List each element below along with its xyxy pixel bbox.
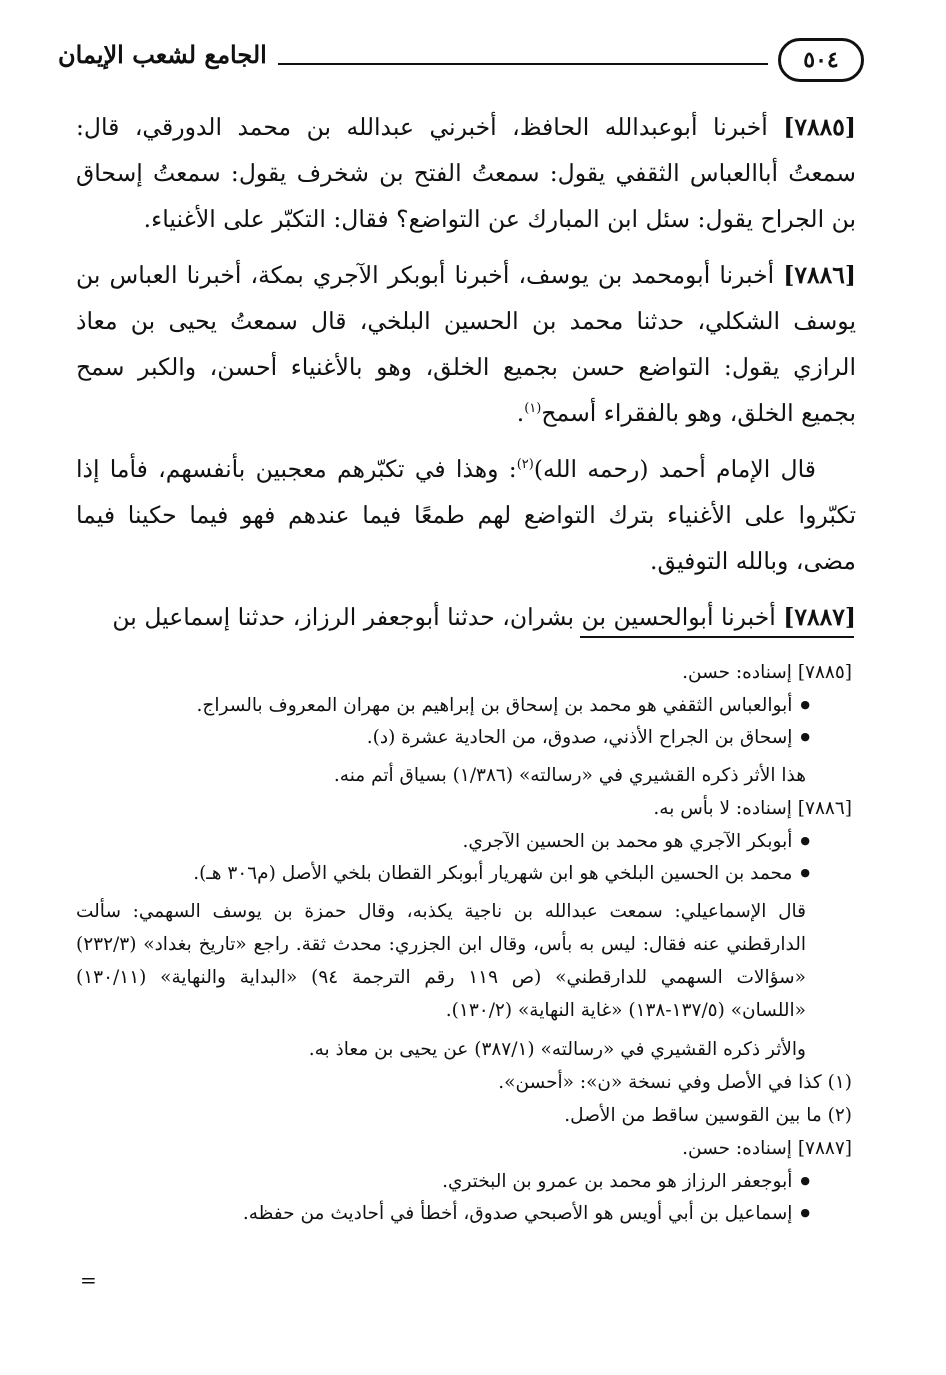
footnote-2: (٢) ما بين القوسين ساقط من الأصل. <box>564 1105 852 1126</box>
note-bullet: ● أبوبكر الآجري هو محمد بن الحسين الآجري. <box>76 825 852 857</box>
header-rule <box>278 63 768 65</box>
footnote-1: (١) كذا في الأصل وفي نسخة «ن»: «أحسن». <box>498 1072 852 1093</box>
note-heading-7885: [٧٨٨٥] إسناده: حسن. <box>682 662 852 683</box>
hadith-7886 <box>76 252 856 436</box>
comment-text-a: قال الإمام أحمد (رحمه الله) <box>533 455 816 483</box>
hadith-7887 <box>76 594 856 640</box>
comment-text-b: : وهذا في تكبّرهم معجبين بأنفسهم، فأما إذا تكبّروا على الأغنياء بترك التواضع لهم طمعًا فيما عندهم فهو فيما حكينا فيما مضى، وبالله التوفيق. <box>76 455 856 575</box>
note-bullet: ● محمد بن الحسين البلخي هو ابن شهريار أبوبكر القطان بلخي الأصل (م٣٠٦ هـ). <box>76 857 852 889</box>
page-number: ٥٠٤ <box>778 38 864 82</box>
note-bullet: ● إسحاق بن الجراح الأذني، صدوق، من الحادية عشرة (د). <box>76 721 852 753</box>
footnote-ref-2: (٢) <box>516 457 534 473</box>
continuation-mark: = <box>80 1268 97 1292</box>
hadith-text: أخبرنا أبوالحسين بن بشران، حدثنا أبوجعفر الرزاز، حدثنا إسماعيل بن <box>112 603 776 631</box>
note-bullet: ● أبوجعفر الرزاز هو محمد بن عمرو بن البختري. <box>76 1165 852 1197</box>
sentence-end: . <box>516 399 525 427</box>
hadith-text: أخبرنا أبوعبدالله الحافظ، أخبرني عبدالله بن محمد الدورقي، قال: سمعتُ أباالعباس الثقفي يقول: سمعتُ الفتح بن شخرف يقول: سمعتُ إسحاق بن الجراح يقول: سئل ابن المبارك عن التواضع؟ فقال: التكبّر على الأغنياء. <box>76 113 856 233</box>
note-bullet: ● إسماعيل بن أبي أويس هو الأصبحي صدوق، أخطأ في أحاديث من حفظه. <box>76 1197 852 1229</box>
hadith-number: [٧٨٨٥] <box>783 113 856 141</box>
note-detail: قال الإسماعيلي: سمعت عبدالله بن ناجية يكذبه، وقال حمزة بن يوسف السهمي: سألت الدارقطني عنه فقال: ليس به بأس، وقال ابن الجزري: محدث ثقة. راجع «تاريخ بغداد» (٢٣٢/٣) «سؤالات السهمي للدارقطني» (ص ١١٩ رقم الترجمة ٩٤) «البداية والنهاية» (١٣٠/١١) «اللسان» (١٣٧/٥-١٣٨) «غاية النهاية» (١٣٠/٢). <box>76 901 806 1021</box>
hadith-7885 <box>76 104 856 242</box>
main-text <box>76 104 856 650</box>
footnotes <box>76 656 852 1229</box>
hadith-number: [٧٨٨٦] <box>783 261 856 289</box>
imam-ahmad-comment <box>76 446 856 584</box>
book-title: الجامع لشعب الإيمان <box>58 40 267 69</box>
note-heading-7886: [٧٨٨٦] إسناده: لا بأس به. <box>653 798 852 819</box>
hadith-number: [٧٨٨٧] <box>783 603 856 631</box>
note-bullet: ● أبوالعباس الثقفي هو محمد بن إسحاق بن إبراهيم بن مهران المعروف بالسراج. <box>76 689 852 721</box>
note-heading-7887: [٧٨٨٧] إسناده: حسن. <box>682 1138 852 1159</box>
hadith-text: أخبرنا أبومحمد بن يوسف، أخبرنا أبوبكر الآجري بمكة، أخبرنا العباس بن يوسف الشكلي، حدثنا محمد بن الحسين البلخي، قال سمعتُ يحيى بن معاذ الرازي يقول: التواضع حسن بجميع الخلق، وهو بالأغنياء أحسن، والكبر سمح بجميع الخلق، وهو بالفقراء أسمح <box>76 261 856 427</box>
footnote-ref-1: (١) <box>524 401 542 417</box>
footnote-separator <box>580 636 854 638</box>
note-source: هذا الأثر ذكره القشيري في «رسالته» (١/٣٨٦) بسياق أتم منه. <box>333 765 806 786</box>
page-header <box>58 38 858 88</box>
note-source: والأثر ذكره القشيري في «رسالته» (٣٨٧/١) عن يحيى بن معاذ به. <box>308 1039 806 1060</box>
